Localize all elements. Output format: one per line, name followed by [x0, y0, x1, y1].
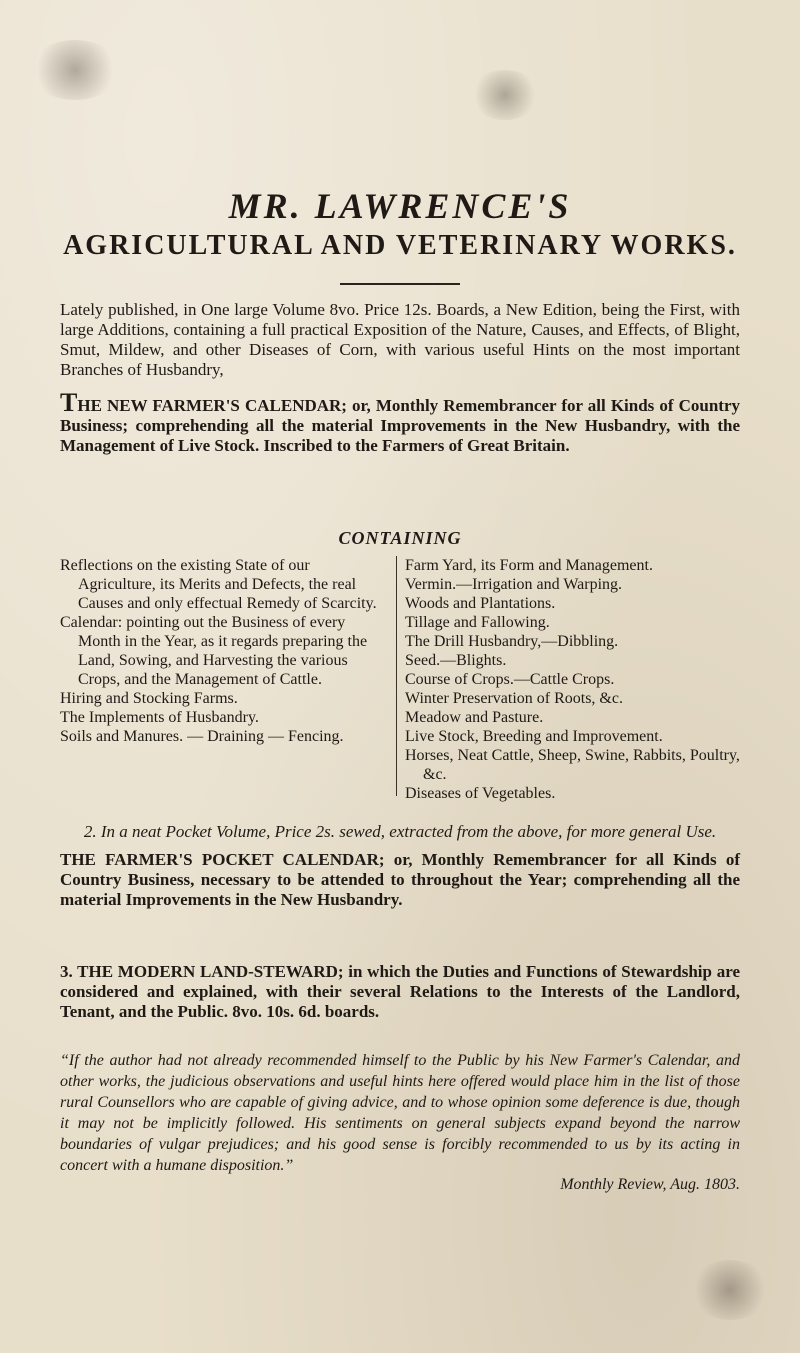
contents-item: Seed.—Blights. [405, 652, 507, 669]
contents-heading: CONTAINING [338, 528, 462, 548]
calendar-title-text: HE NEW FARMER'S CALENDAR; or, Monthly Remembrancer for all Kinds of Country Business; comprehending all the material Improvements in the New Husbandry, with the Management of Live Stock. Inscribed to the Farmers of Great Britain. [60, 396, 740, 455]
first-advertisement-text: Lately published, in One large Volume 8vo. Price 12s. Boards, a New Edition, being the First, with large Additions, containing a full practical Exposition of the Nature, Causes, and Effects, of Blight, Smut, Mildew, and other Diseases of Corn, with various useful Hints on the most important Branches of Husbandry, [60, 300, 740, 379]
ink-blot [470, 70, 540, 120]
pocket-volume-intro: 2. In a neat Pocket Volume, Price 2s. sewed, extracted from the above, for more general Use. [83, 822, 717, 841]
page-title: MR. LAWRENCE'S [228, 186, 572, 226]
contents-item: Calendar: pointing out the Business of every Month in the Year, as it regards preparing the Land, Sowing, and Harvesting the various Crops, and the Management of Cattle. [60, 614, 368, 688]
land-steward-text: 3. THE MODERN LAND-STEWARD; in which the Duties and Functions of Stewardship are considered and explained, with their several Relations to the Interests of the Landlord, Tenant, and the Public. 8vo. 10s. 6d. boards. [60, 962, 740, 1021]
review-quote: “If the author had not already recommended himself to the Public by his New Farmer's Calendar, and other works, the judicious observations and useful hints here offered would place him in the list of those rural Counsellors who are capable of giving advice, and to whose opinion some deference is due, though it may not be implicitly followed. His sentiments on general subjects expand beyond the narrow boundaries of vulgar prejudices; and his good sense is forcibly recommended to us by its acting in concert with a humane disposition.” [60, 1052, 740, 1174]
page-subtitle: AGRICULTURAL AND VETERINARY WORKS. [63, 230, 737, 261]
column-divider [396, 556, 397, 796]
contents-item: The Drill Husbandry,—Dibbling. [405, 633, 619, 650]
contents-item: Horses, Neat Cattle, Sheep, Swine, Rabbits, Poultry, &c. [405, 747, 740, 783]
contents-item: The Implements of Husbandry. [60, 709, 259, 726]
contents-item: Woods and Plantations. [405, 595, 556, 612]
land-steward-advertisement [60, 962, 740, 1022]
contents-item: Reflections on the existing State of our Agriculture, its Merits and Defects, the real Causes and only effectual Remedy of Scarcity. [60, 557, 377, 612]
review-source: Monthly Review, Aug. 1803. [560, 1176, 740, 1193]
contents-item: Meadow and Pasture. [405, 709, 544, 726]
first-advertisement [60, 300, 740, 380]
drop-initial: T [60, 388, 78, 417]
contents-item: Hiring and Stocking Farms. [60, 690, 238, 707]
calendar-advertisement-text [60, 388, 740, 456]
contents-item: Course of Crops.—Cattle Crops. [405, 671, 615, 688]
calendar-advertisement [60, 388, 740, 456]
contents-item: Winter Preservation of Roots, &c. [405, 690, 623, 707]
contents-item: Vermin.—Irrigation and Warping. [405, 576, 623, 593]
divider-rule [340, 283, 460, 285]
contents-item: Farm Yard, its Form and Management. [405, 557, 653, 574]
contents-left-column [60, 556, 390, 746]
contents-item: Tillage and Fallowing. [405, 614, 550, 631]
review-block [60, 1050, 740, 1194]
contents-item: Diseases of Vegetables. [405, 785, 556, 802]
contents-item: Soils and Manures. — Draining — Fencing. [60, 728, 344, 745]
ink-blot [30, 40, 120, 100]
pocket-volume-advertisement [60, 822, 740, 910]
contents-right-column [405, 556, 745, 803]
ink-blot [690, 1260, 770, 1320]
contents-item: Live Stock, Breeding and Improvement. [405, 728, 663, 745]
pocket-volume-text: THE FARMER'S POCKET CALENDAR; or, Monthly Remembrancer for all Kinds of Country Business, necessary to be attended to throughout the Year; comprehending all the material Improvements in the New Husbandry. [60, 850, 740, 909]
